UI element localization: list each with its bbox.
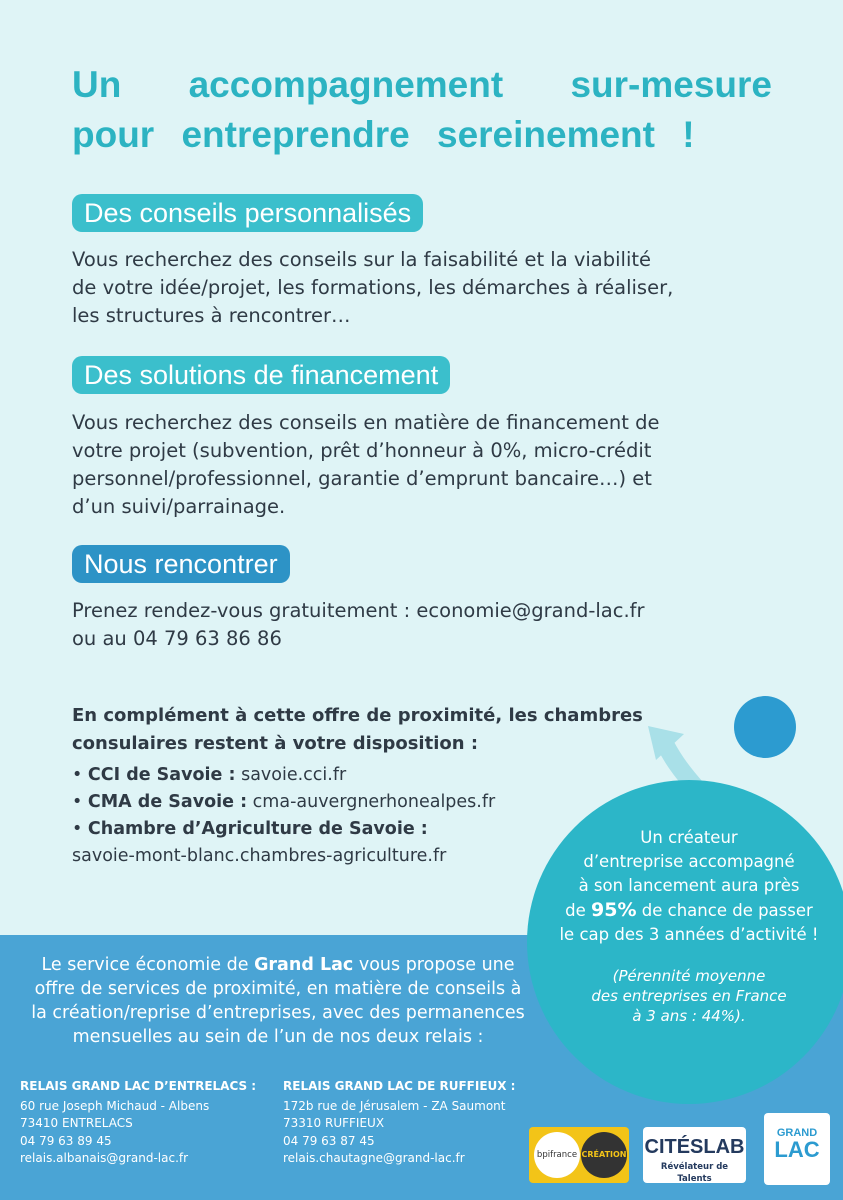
stat-fragment: de <box>565 901 586 920</box>
bullet: • <box>72 792 83 812</box>
citeslab-logo <box>643 1127 746 1183</box>
list-item <box>72 762 495 789</box>
page-title <box>72 60 772 160</box>
relay-title: RELAIS GRAND LAC DE RUFFIEUX : <box>283 1079 516 1093</box>
stat-line: d’entreprise accompagné <box>583 852 795 871</box>
stat-percent: 95% <box>591 899 637 921</box>
text-line: Vous recherchez des conseils sur la faisabilité et la viabilité <box>72 248 652 271</box>
complement-intro <box>72 702 712 758</box>
stat-note <box>527 966 843 1026</box>
chamber-label: CMA de Savoie : <box>87 792 248 812</box>
bottom-line: la création/reprise d’entreprises, avec des permanences <box>31 1003 525 1023</box>
note-line: à 3 ans : 44%). <box>632 1007 746 1025</box>
text-line: personnel/professionnel, garantie d’emprunt bancaire…) et <box>72 467 652 490</box>
chamber-label: Chambre d’Agriculture de Savoie : <box>87 819 428 839</box>
list-item <box>72 816 495 843</box>
text-line: les structures à rencontrer… <box>72 304 351 327</box>
section-text-conseils <box>72 246 772 330</box>
list-item <box>72 789 495 816</box>
relay-city: 73310 RUFFIEUX <box>283 1116 385 1130</box>
creation-badge <box>581 1132 627 1178</box>
title-line-1: Un accompagnement sur-mesure <box>72 64 772 105</box>
bpifrance-badge <box>534 1132 580 1178</box>
note-line: (Pérennité moyenne <box>612 967 766 985</box>
relay-entrelacs <box>20 1078 256 1168</box>
section-heading-financement: Des solutions de financement <box>72 356 450 394</box>
stat-text <box>527 826 843 947</box>
note-line: des entreprises en France <box>591 987 787 1005</box>
bpifrance-logo <box>529 1127 629 1183</box>
relay-phone[interactable]: 04 79 63 89 45 <box>20 1133 112 1148</box>
text-line: Vous recherchez des conseils en matière de financement de <box>72 411 660 434</box>
relay-address: 60 rue Joseph Michaud - Albens <box>20 1098 210 1113</box>
logo-subtitle: Révélateur de Talents <box>660 1162 729 1184</box>
section-heading-conseils: Des conseils personnalisés <box>72 194 423 232</box>
chambers-list <box>72 762 495 870</box>
logo-text: GRAND <box>776 1127 818 1139</box>
section-heading-rencontrer: Nous rencontrer <box>72 545 290 583</box>
section-text-rencontrer <box>72 597 772 653</box>
relay-title: RELAIS GRAND LAC D’ENTRELACS : <box>20 1079 257 1093</box>
chamber-site[interactable]: savoie.cci.fr <box>241 765 347 785</box>
stat-line: à son lancement aura près <box>578 876 800 895</box>
bottom-line: offre de services de proximité, en matière de conseils à <box>34 979 522 999</box>
chamber-label: CCI de Savoie : <box>87 765 236 785</box>
bullet: • <box>72 765 83 785</box>
grand-lac-logo <box>764 1113 830 1185</box>
logo-text: CITÉSLAB <box>644 1136 745 1158</box>
bottom-intro <box>0 953 556 1049</box>
logo-text: LAC <box>774 1137 820 1162</box>
relay-city: 73410 ENTRELACS <box>20 1116 133 1130</box>
chamber-site[interactable]: cma-auvergnerhonealpes.fr <box>252 792 496 812</box>
bottom-line <box>0 953 556 977</box>
text-line: votre projet (subvention, prêt d’honneur à 0%, micro-crédit <box>72 439 652 462</box>
relay-email[interactable]: relais.albanais@grand-lac.fr <box>20 1151 189 1165</box>
relay-address: 172b rue de Jérusalem - ZA Saumont <box>283 1098 506 1113</box>
decorative-dot <box>734 696 796 758</box>
relay-phone[interactable]: 04 79 63 87 45 <box>283 1133 375 1148</box>
complement-line: En complément à cette offre de proximité, les chambres <box>72 705 643 726</box>
relay-email[interactable]: relais.chautagne@grand-lac.fr <box>283 1151 465 1165</box>
bottom-text-fragment: Le service économie de <box>41 955 249 975</box>
text-line: de votre idée/projet, les formations, les démarches à réaliser, <box>72 276 674 299</box>
bottom-line: mensuelles au sein de l’un de nos deux relais : <box>72 1027 484 1047</box>
chamber-site[interactable]: savoie-mont-blanc.chambres-agriculture.fr <box>72 846 447 866</box>
text-line: d’un suivi/parrainage. <box>72 495 286 518</box>
section-text-financement <box>72 409 772 521</box>
text-line: Prenez rendez-vous gratuitement : economie@grand-lac.fr <box>72 599 645 622</box>
logo-text: CRÉATION <box>581 1150 627 1159</box>
text-line: ou au 04 79 63 86 86 <box>72 627 282 650</box>
stat-line: le cap des 3 années d’activité ! <box>559 925 819 944</box>
brand-name: Grand Lac <box>254 955 354 975</box>
title-line-2: pour entreprendre sereinement ! <box>72 114 695 155</box>
bottom-text-fragment: vous propose une <box>358 955 515 975</box>
stat-fragment: de chance de passer <box>641 901 813 920</box>
stat-line <box>527 898 843 923</box>
logo-text: bpifrance <box>536 1150 578 1160</box>
complement-line: consulaires restent à votre disposition : <box>72 733 479 754</box>
relay-ruffieux <box>283 1078 515 1168</box>
bullet: • <box>72 819 83 839</box>
stat-line: Un créateur <box>640 828 738 847</box>
